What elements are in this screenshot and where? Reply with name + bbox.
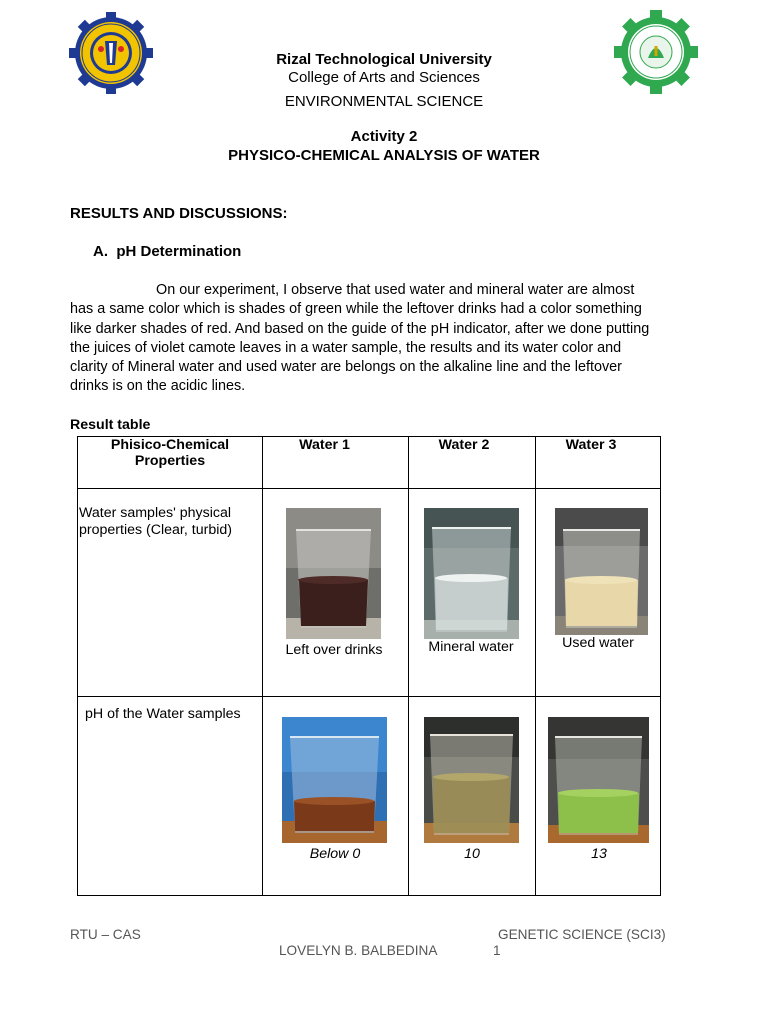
header-water-1: Water 1 xyxy=(299,437,350,453)
paragraph-line: like darker shades of red. And based on the guide of the pH indicator, after we done putting xyxy=(70,320,650,337)
paragraph-line: On our experiment, I observe that used water and mineral water are almost xyxy=(156,282,635,298)
row-label-cell xyxy=(78,697,263,896)
footer-right: GENETIC SCIENCE (SCI3) xyxy=(498,927,666,942)
photo-mineral-water-glass xyxy=(424,508,519,639)
header-cell xyxy=(263,437,409,489)
footer-left: RTU – CAS xyxy=(70,927,141,942)
paragraph-line: clarity of Mineral water and used water are belongs on the alkaline line and the leftover xyxy=(70,359,622,376)
caption-ph-used: 13 xyxy=(591,846,607,862)
photo-leftover-drinks-ph xyxy=(282,717,387,843)
header-water-2: Water 2 xyxy=(438,437,490,453)
header-cell xyxy=(78,437,263,489)
photo-used-water-ph xyxy=(548,717,649,843)
header-properties: Phisico-Chemical Properties xyxy=(110,437,230,469)
paragraph-line: the juices of violet camote leaves in a water sample, the results and its water color and xyxy=(70,339,622,356)
row-label-cell xyxy=(78,489,263,697)
section-heading: RESULTS AND DISCUSSIONS: xyxy=(70,205,288,222)
discussion-paragraph xyxy=(70,281,700,397)
caption-ph-mineral: 10 xyxy=(464,846,480,862)
header-water-3: Water 3 xyxy=(565,437,617,453)
row-label-ph: pH of the Water samples xyxy=(85,706,241,722)
photo-used-water-glass xyxy=(555,508,648,635)
footer-author: LOVELYN B. BALBEDINA xyxy=(279,943,438,958)
footer-page-number: 1 xyxy=(493,943,501,958)
paragraph-line: drinks is on the acidic lines. xyxy=(70,378,246,395)
table-caption: Result table xyxy=(70,417,151,433)
caption-mineral-water: Mineral water xyxy=(428,639,514,655)
caption-used-water: Used water xyxy=(562,635,634,651)
header-cell xyxy=(536,437,661,489)
activity-number: Activity 2 xyxy=(350,128,418,145)
caption-leftover-drinks: Left over drinks xyxy=(285,642,383,658)
photo-mineral-water-ph xyxy=(424,717,519,843)
table-header-row xyxy=(78,437,661,489)
header-cell xyxy=(409,437,536,489)
college-name: College of Arts and Sciences xyxy=(288,69,480,86)
activity-title: PHYSICO-CHEMICAL ANALYSIS OF WATER xyxy=(228,147,540,164)
paragraph-line: has a same color which is shades of green while the leftover drinks had a color something xyxy=(70,301,642,318)
row-label-physical: Water samples' physical properties (Clear, turbid) xyxy=(79,505,232,538)
sub-heading: A. pH Determination xyxy=(93,243,242,260)
caption-ph-leftover: Below 0 xyxy=(309,846,361,862)
photo-leftover-drinks-glass xyxy=(286,508,381,639)
university-name: Rizal Technological University xyxy=(276,51,492,68)
subject-name: ENVIRONMENTAL SCIENCE xyxy=(284,93,484,110)
